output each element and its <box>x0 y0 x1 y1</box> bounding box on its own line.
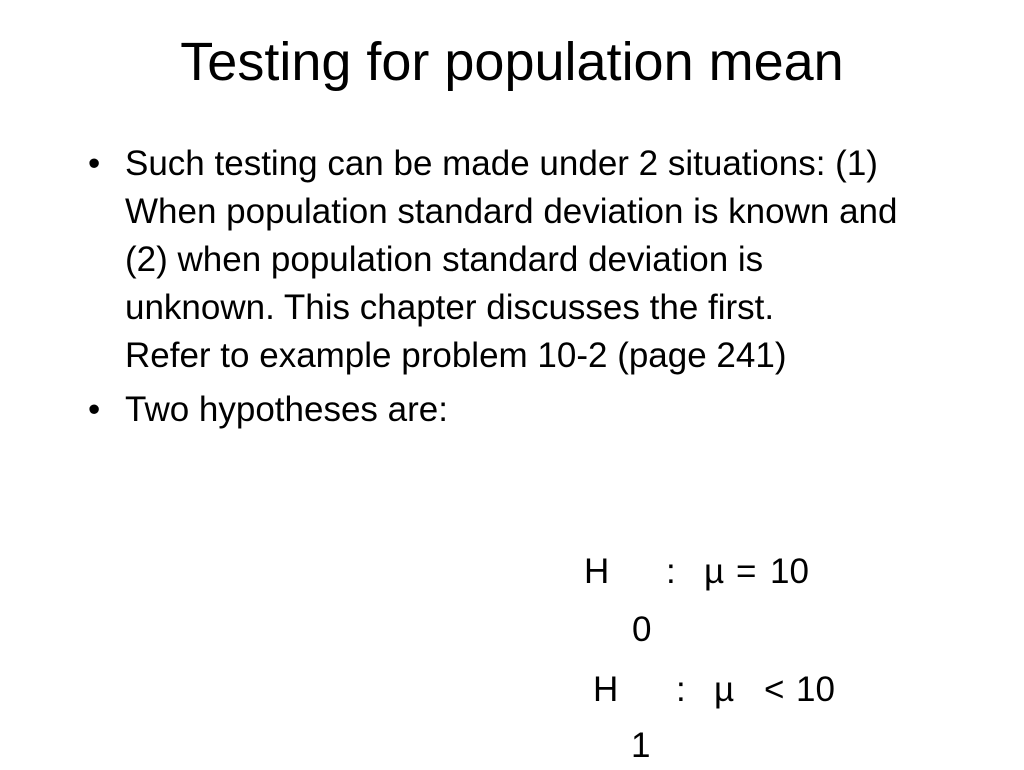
h1-value: 10 <box>796 670 835 709</box>
bullet-list <box>88 140 908 434</box>
h1-operator: < <box>764 670 785 709</box>
bullet-text-hypotheses: Two hypotheses are: <box>125 390 448 429</box>
h0-operator: = <box>736 552 757 591</box>
bullet-item-situations <box>88 140 908 380</box>
h0-value: 10 <box>770 552 809 591</box>
h1-colon: : <box>676 670 686 709</box>
bullet-item-hypotheses <box>88 386 908 434</box>
bullet-text-reference: Refer to example problem 10-2 (page 241) <box>125 336 787 375</box>
bullet-marker: • <box>88 390 101 429</box>
slide-title: Testing for population mean <box>180 32 844 92</box>
bullet-marker: • <box>88 144 101 183</box>
h0-colon: : <box>666 552 676 591</box>
h0-mu: µ <box>704 552 725 591</box>
h0-symbol: H <box>584 552 610 591</box>
h1-subscript: 1 <box>631 726 651 765</box>
bullet-text-situations: Such testing can be made under 2 situations: (1) When population standard deviation is known and (2) when population standard deviation is unknown. This chapter discusses the first. <box>125 144 898 327</box>
h1-symbol: H <box>593 670 619 709</box>
h0-subscript: 0 <box>632 610 652 649</box>
h1-mu: µ <box>714 670 735 709</box>
